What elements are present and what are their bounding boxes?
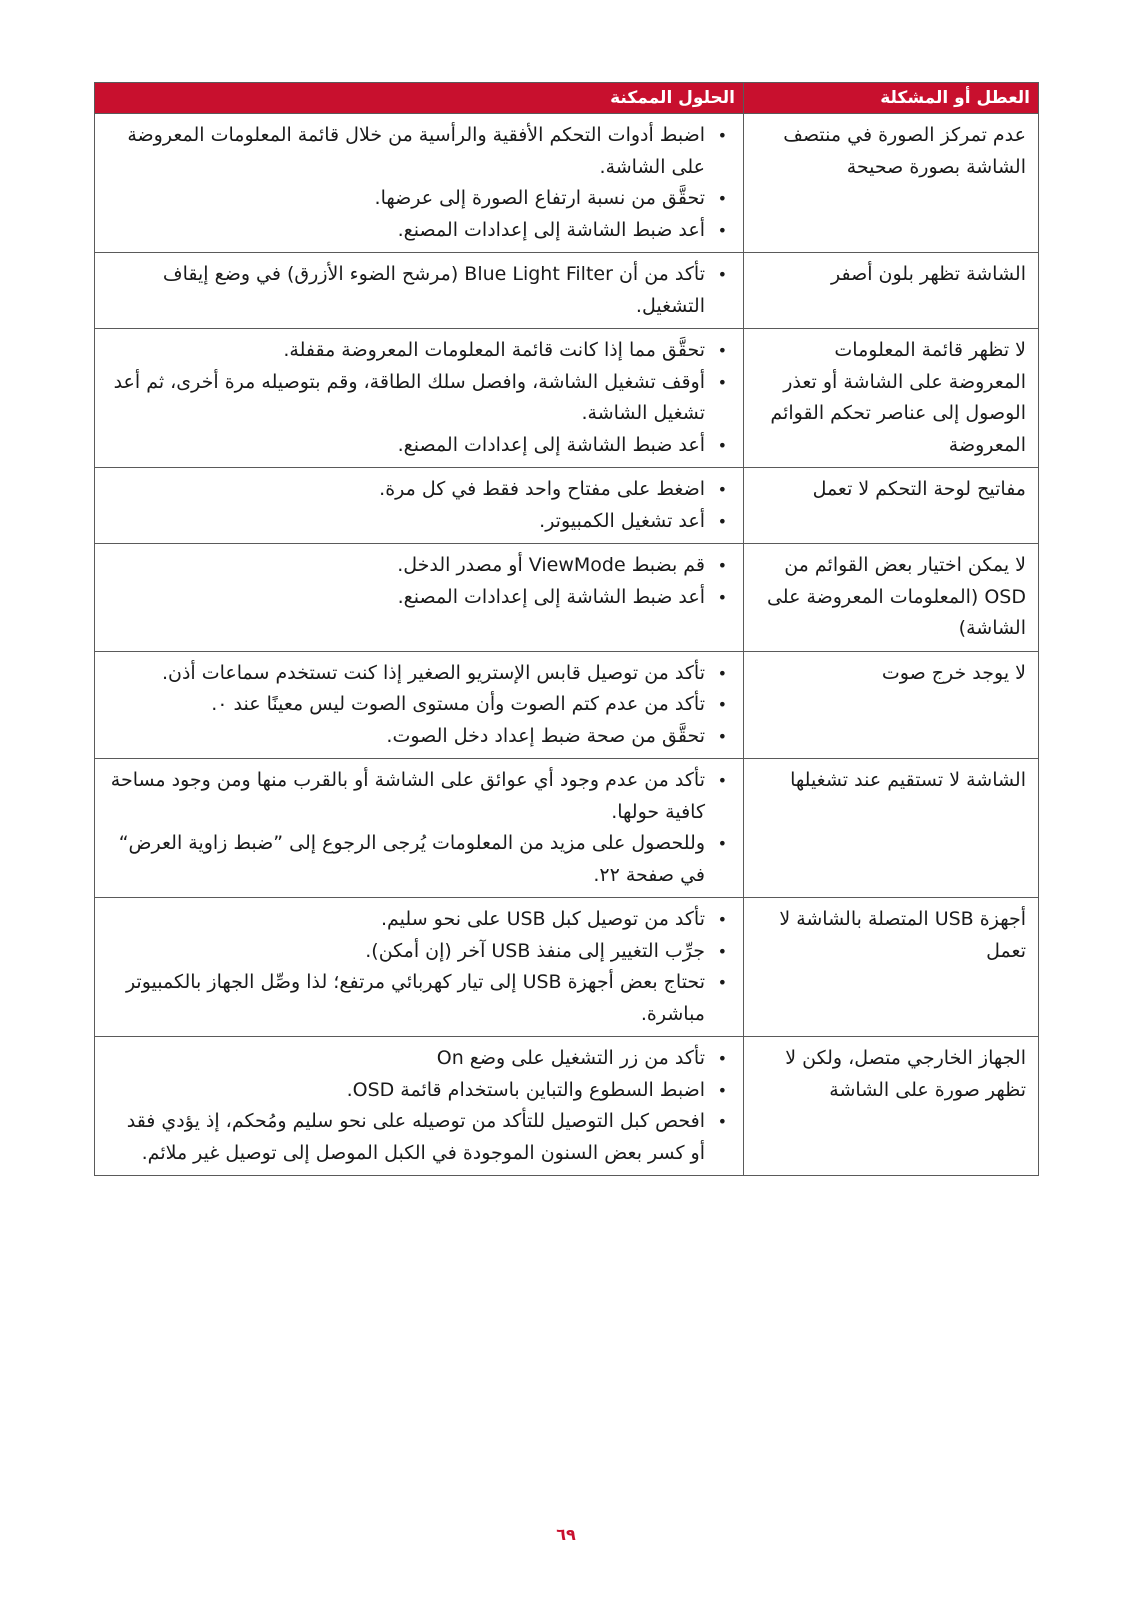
table-row	[95, 468, 1039, 544]
solution-list	[109, 259, 735, 322]
problem-cell: عدم تمركز الصورة في منتصف الشاشة بصورة صحيحة	[744, 114, 1039, 253]
solution-list	[109, 474, 735, 537]
solution-list	[109, 904, 735, 1030]
problem-cell: لا تظهر قائمة المعلومات المعروضة على الشاشة أو تعذر الوصول إلى عناصر تحكم القوائم المعروضة	[744, 329, 1039, 468]
solution-text: تأكد من أن Blue Light Filter (مرشح الضوء الأزرق) في وضع إيقاف التشغيل.	[162, 263, 705, 317]
bullet-icon: •	[717, 1049, 727, 1068]
solution-item	[109, 582, 735, 614]
table-row	[95, 898, 1039, 1037]
problem-cell: لا يمكن اختيار بعض القوائم من OSD (المعلومات المعروضة على الشاشة)	[744, 544, 1039, 652]
solution-text: اضبط السطوع والتباين باستخدام قائمة OSD.	[346, 1078, 705, 1101]
bullet-icon: •	[717, 1080, 727, 1100]
page-number: ٦٩	[556, 1525, 576, 1544]
problem-cell: أجهزة USB المتصلة بالشاشة لا تعمل	[744, 898, 1039, 1037]
solution-cell	[95, 253, 744, 329]
solution-text: تحقَّق مما إذا كانت قائمة المعلومات المعروضة مقفلة.	[283, 339, 705, 361]
solution-text: افحص كبل التوصيل للتأكد من توصيله على نحو سليم ومُحكم، إذ يؤدي فقد أو كسر بعض السنون الموجودة في الكبل الموصل إلى توصيل غير ملائم.	[126, 1110, 705, 1164]
solution-list	[109, 120, 735, 246]
table-row	[95, 1037, 1039, 1176]
page	[95, 82, 1039, 1176]
solution-item	[109, 721, 735, 753]
solution-text: تأكد من عدم كتم الصوت وأن مستوى الصوت ليس معينًا عند ٠.	[211, 693, 705, 715]
solution-text: أعد ضبط الشاشة إلى إعدادات المصنع.	[397, 218, 705, 241]
solution-cell	[95, 329, 744, 468]
problem-cell: الشاشة لا تستقيم عند تشغيلها	[744, 759, 1039, 898]
solution-item	[109, 1106, 735, 1169]
solution-item	[109, 215, 735, 247]
solution-item	[109, 430, 735, 462]
solution-list	[109, 658, 735, 753]
solution-text: أعد ضبط الشاشة إلى إعدادات المصنع.	[397, 433, 705, 456]
solution-text: أعد ضبط الشاشة إلى إعدادات المصنع.	[397, 585, 705, 608]
solution-list	[109, 1043, 735, 1169]
solution-item	[109, 828, 735, 891]
solution-cell	[95, 544, 744, 652]
solution-cell	[95, 759, 744, 898]
solution-item	[109, 1043, 735, 1075]
solution-text: تأكد من زر التشغيل على وضع On	[436, 1047, 705, 1069]
header-solution: الحلول الممكنة	[95, 83, 744, 114]
bullet-icon: •	[717, 834, 727, 853]
solution-item	[109, 259, 735, 322]
table-row	[95, 759, 1039, 898]
table-header-row	[95, 83, 1039, 114]
solution-cell	[95, 468, 744, 544]
bullet-icon: •	[717, 480, 727, 499]
solution-item	[109, 936, 735, 968]
bullet-icon: •	[717, 1112, 727, 1131]
header-problem: العطل أو المشكلة	[744, 83, 1039, 114]
table-row	[95, 544, 1039, 652]
solution-text: اضغط على مفتاح واحد فقط في كل مرة.	[379, 478, 705, 500]
solution-item	[109, 967, 735, 1030]
solution-item	[109, 506, 735, 538]
solution-list	[109, 550, 735, 613]
bullet-icon: •	[717, 695, 727, 714]
table-row	[95, 114, 1039, 253]
solution-item	[109, 1075, 735, 1107]
solution-list	[109, 335, 735, 461]
solution-item	[109, 904, 735, 936]
bullet-icon: •	[717, 372, 727, 392]
table-row	[95, 329, 1039, 468]
problem-cell: مفاتيح لوحة التحكم لا تعمل	[744, 468, 1039, 544]
solution-text: تأكد من توصيل كبل USB على نحو سليم.	[380, 908, 705, 930]
solution-item	[109, 765, 735, 828]
solution-cell	[95, 898, 744, 1037]
solution-item	[109, 474, 735, 506]
solution-text: اضبط أدوات التحكم الأفقية والرأسية من خلال قائمة المعلومات المعروضة على الشاشة.	[127, 124, 705, 178]
problem-cell: لا يوجد خرج صوت	[744, 651, 1039, 759]
solution-text: أعد تشغيل الكمبيوتر.	[539, 509, 705, 532]
solution-item	[109, 550, 735, 582]
solution-text: تأكد من عدم وجود أي عوائق على الشاشة أو بالقرب منها ومن وجود مساحة كافية حولها.	[110, 769, 705, 823]
solution-item	[109, 335, 735, 367]
bullet-icon: •	[717, 126, 727, 145]
solution-item	[109, 183, 735, 215]
solution-text: تأكد من توصيل قابس الإستريو الصغير إذا كنت تستخدم سماعات أذن.	[161, 661, 705, 684]
bullet-icon: •	[717, 556, 727, 575]
bullet-icon: •	[717, 910, 727, 929]
bullet-icon: •	[717, 941, 727, 961]
solution-text: أوقف تشغيل الشاشة، وافصل سلك الطاقة، وقم بتوصيله مرة أخرى، ثم أعد تشغيل الشاشة.	[113, 370, 705, 424]
solution-text: قم بضبط ViewMode أو مصدر الدخل.	[397, 554, 705, 576]
solution-text: وللحصول على مزيد من المعلومات يُرجى الرجوع إلى ”ضبط زاوية العرض“ في صفحة ٢٢.	[118, 832, 705, 886]
solution-list	[109, 765, 735, 891]
solution-cell	[95, 114, 744, 253]
solution-cell	[95, 1037, 744, 1176]
problem-cell: الشاشة تظهر بلون أصفر	[744, 253, 1039, 329]
solution-text: تحقَّق من نسبة ارتفاع الصورة إلى عرضها.	[374, 187, 705, 209]
table-row	[95, 651, 1039, 759]
solution-text: جرِّب التغيير إلى منفذ USB آخر (إن أمكن).	[365, 939, 705, 962]
bullet-icon: •	[717, 265, 727, 284]
bullet-icon: •	[717, 726, 727, 746]
bullet-icon: •	[717, 189, 727, 208]
solution-text: تحقَّق من صحة ضبط إعداد دخل الصوت.	[386, 724, 705, 747]
solution-item	[109, 367, 735, 430]
bullet-icon: •	[717, 435, 727, 455]
bullet-icon: •	[717, 511, 727, 531]
bullet-icon: •	[717, 587, 727, 607]
bullet-icon: •	[717, 220, 727, 240]
bullet-icon: •	[717, 341, 727, 360]
solution-item	[109, 120, 735, 183]
bullet-icon: •	[717, 771, 727, 790]
troubleshooting-table	[94, 82, 1039, 1176]
bullet-icon: •	[717, 973, 727, 992]
solution-text: تحتاج بعض أجهزة USB إلى تيار كهربائي مرتفع؛ لذا وصِّل الجهاز بالكمبيوتر مباشرة.	[125, 971, 705, 1025]
problem-cell: الجهاز الخارجي متصل، ولكن لا تظهر صورة على الشاشة	[744, 1037, 1039, 1176]
solution-item	[109, 658, 735, 690]
solution-cell	[95, 651, 744, 759]
bullet-icon: •	[717, 663, 727, 683]
table-row	[95, 253, 1039, 329]
solution-item	[109, 689, 735, 721]
